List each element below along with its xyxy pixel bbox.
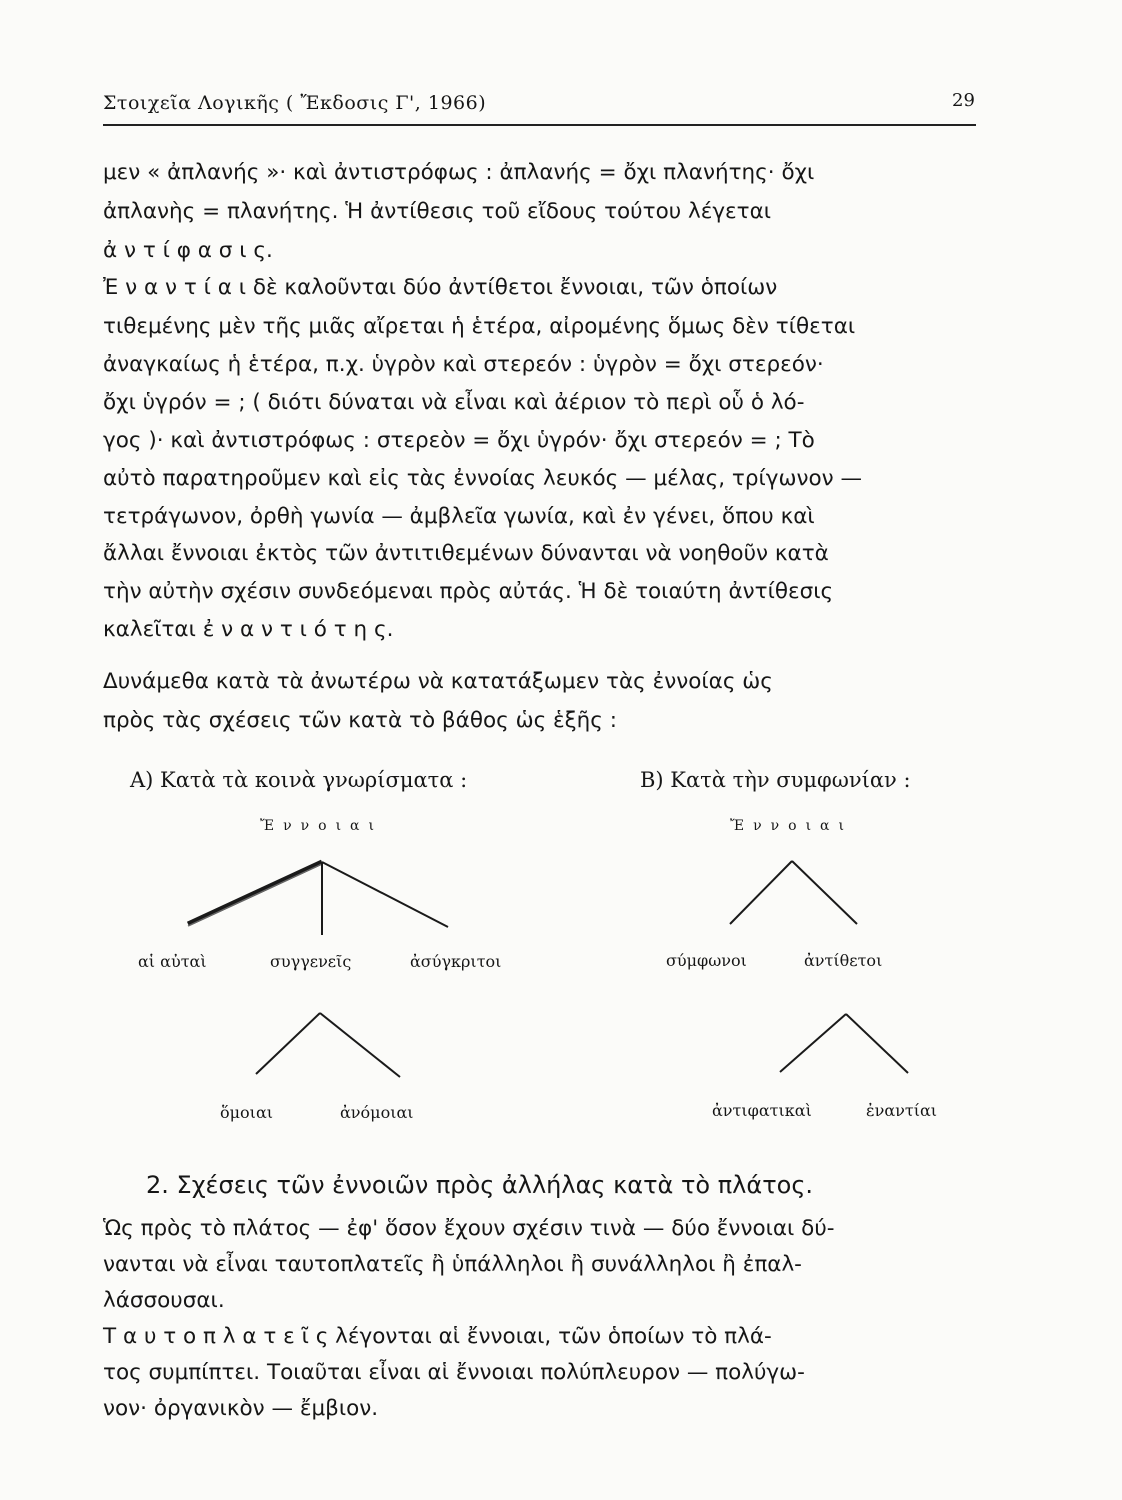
- text-line: ἀναγκαίως ἡ ἑτέρα, π.χ. ὑγρὸν καὶ στερεόν : ὑγρὸν = ὄχι στερεόν·: [103, 352, 824, 377]
- text-line: ἀ ν τ ί φ α σ ι ς.: [103, 238, 273, 263]
- text-line: Τ α υ τ ο π λ α τ ε ῖ ς λέγονται αἱ ἔννοιαι, τῶν ὁποίων τὸ πλά-: [103, 1324, 772, 1349]
- branch-line: [730, 861, 792, 924]
- section-heading: 2. Σχέσεις τῶν ἐννοιῶν πρὸς ἀλλήλας κατὰ τὸ πλάτος.: [146, 1171, 814, 1199]
- diagram-b-root: Ἔννοιαι: [730, 818, 853, 834]
- diagram-b-subchild: ἐναντίαι: [866, 1101, 938, 1120]
- diagram-a-child: συγγενεῖς: [270, 952, 352, 971]
- text-line: λάσσουσαι.: [103, 1288, 225, 1313]
- text-line: αὐτὸ παρατηροῦμεν καὶ εἰς τὰς ἐννοίας λευκός — μέλας, τρίγωνον —: [103, 466, 862, 491]
- branch-line: [188, 864, 322, 926]
- diagram-b-title: Β) Κατὰ τὴν συμφωνίαν :: [640, 768, 911, 792]
- diagram-a-child: ἀσύγκριτοι: [410, 952, 502, 971]
- text-line: πρὸς τὰς σχέσεις τῶν κατὰ τὸ βάθος ὡς ἑξῆς :: [103, 708, 617, 733]
- branch-line: [256, 1013, 320, 1074]
- text-line: Ἐ ν α ν τ ί α ι δὲ καλοῦνται δύο ἀντίθετοι ἔννοιαι, τῶν ὁποίων: [103, 275, 778, 300]
- diagram-a-root: Ἔννοιαι: [260, 818, 383, 834]
- text-line: νανται νὰ εἶναι ταυτοπλατεῖς ἢ ὑπάλληλοι ἢ συνάλληλοι ἢ ἐπαλ-: [103, 1252, 802, 1277]
- diagram-b-child: σύμφωνοι: [666, 951, 747, 970]
- text-line: ἀπλανὴς = πλανήτης. Ἡ ἀντίθεσις τοῦ εἴδους τούτου λέγεται: [103, 199, 772, 224]
- diagram-a-subchild: ἀνόμοιαι: [340, 1103, 414, 1122]
- branch-line: [792, 861, 857, 924]
- branch-line: [780, 1014, 846, 1072]
- text-line: καλεῖται ἐ ν α ν τ ι ό τ η ς.: [103, 617, 394, 642]
- running-header: Στοιχεῖα Λογικῆς ( Ἔκδοσις Γ', 1966): [103, 92, 487, 114]
- text-line: ἄλλαι ἔννοιαι ἐκτὸς τῶν ἀντιτιθεμένων δύνανται νὰ νοηθοῦν κατὰ: [103, 541, 829, 566]
- branch-line: [322, 862, 448, 927]
- diagram-a-subchild: ὅμοιαι: [220, 1103, 274, 1122]
- text-line: γος )· καὶ ἀντιστρόφως : στερεὸν = ὄχι ὑγρόν· ὄχι στερεόν = ; Τὸ: [103, 428, 815, 453]
- text-line: μεν « ἀπλανής »· καὶ ἀντιστρόφως : ἀπλανής = ὄχι πλανήτης· ὄχι: [103, 160, 815, 185]
- text-line: νον· ὀργανικὸν — ἔμβιον.: [103, 1396, 379, 1421]
- diagram-b-subchild: ἀντιφατικαὶ: [712, 1101, 812, 1120]
- text-line: ὄχι ὑγρόν = ; ( διότι δύναται νὰ εἶναι καὶ ἀέριον τὸ περὶ οὗ ὁ λό-: [103, 390, 805, 415]
- text-line: τιθεμένης μὲν τῆς μιᾶς αἴρεται ἡ ἑτέρα, αἰρομένης ὅμως δὲν τίθεται: [103, 314, 856, 339]
- page-number: 29: [952, 90, 975, 111]
- text-line: τὴν αὐτὴν σχέσιν συνδεόμεναι πρὸς αὐτάς. Ἡ δὲ τοιαύτη ἀντίθεσις: [103, 579, 834, 604]
- diagram-b-child: ἀντίθετοι: [804, 951, 883, 970]
- branch-line: [846, 1014, 908, 1073]
- branch-line: [188, 862, 322, 924]
- text-line: Ὡς πρὸς τὸ πλάτος — ἐφ' ὅσον ἔχουν σχέσιν τινὰ — δύο ἔννοιαι δύ-: [103, 1216, 835, 1241]
- text-line: Δυνάμεθα κατὰ τὰ ἀνωτέρω νὰ κατατάξωμεν τὰς ἐννοίας ὡς: [103, 669, 773, 694]
- diagram-a-child: αἱ αὐταὶ: [138, 952, 207, 971]
- diagram-a-title: Α) Κατὰ τὰ κοινὰ γνωρίσματα :: [130, 768, 468, 792]
- branch-line: [320, 1013, 400, 1077]
- text-line: τετράγωνον, ὀρθὴ γωνία — ἀμβλεῖα γωνία, καὶ ἐν γένει, ὅπου καὶ: [103, 504, 815, 529]
- text-line: τος συμπίπτει. Τοιαῦται εἶναι αἱ ἔννοιαι πολύπλευρον — πολύγω-: [103, 1360, 805, 1385]
